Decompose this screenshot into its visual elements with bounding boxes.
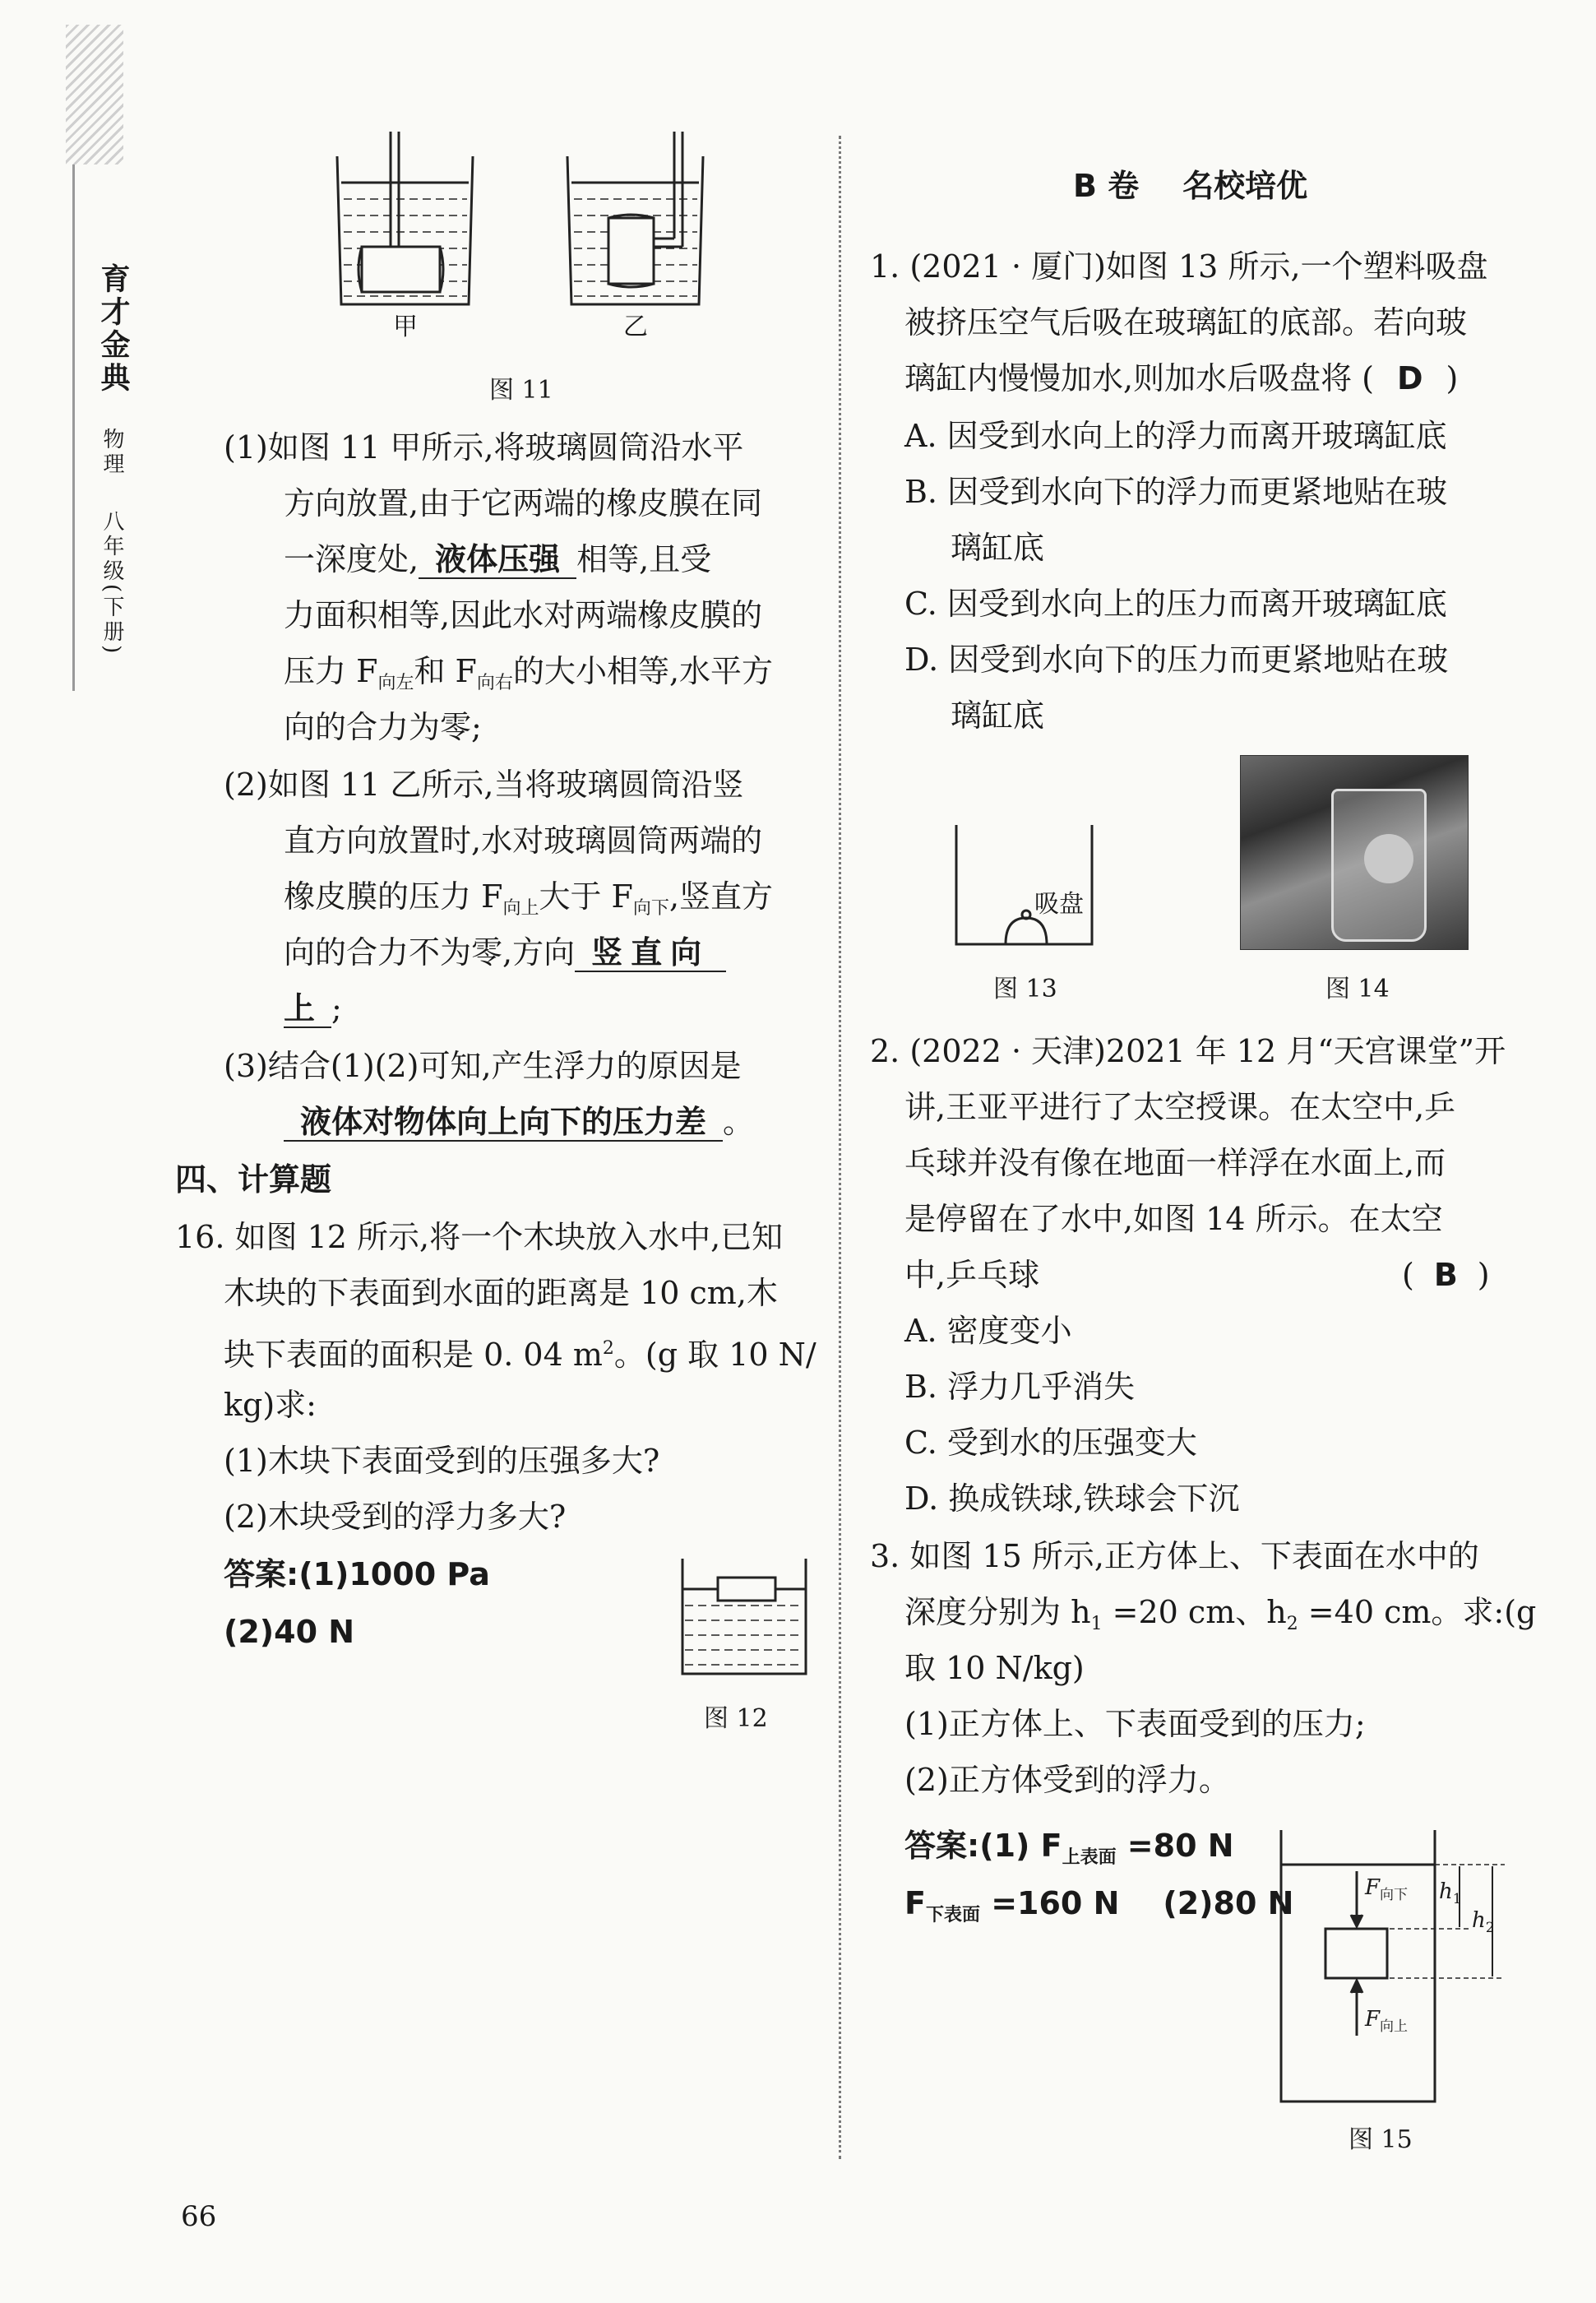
- r-q3-line3: 取 10 N/kg): [904, 1650, 1085, 1686]
- q16-line2: 木块的下表面到水面的距离是 10 cm,木: [224, 1275, 778, 1311]
- q15-3-line1: (3)结合(1)(2)可知,产生浮力的原因是: [224, 1048, 742, 1084]
- q15-1-line6: 向的合力为零;: [284, 709, 482, 745]
- fig14-caption: 图 14: [1325, 975, 1390, 1003]
- side-hatch-decoration: [66, 25, 123, 164]
- r-q3-line4: (1)正方体上、下表面受到的压力;: [904, 1706, 1366, 1742]
- subject-label: 物理: [99, 428, 124, 477]
- fig15-force-up: $F_{向上}$: [1365, 2007, 1409, 2035]
- q16-answer1: 答案:(1)1000 Pa: [224, 1556, 490, 1592]
- beaker-yi: [567, 132, 703, 304]
- answer-blank: 竖直向: [575, 934, 726, 972]
- r-q3-line2: 深度分别为 $h_1 =20$ cm、$h_2 =40$ cm。求:(g: [904, 1594, 1537, 1634]
- r-q2-choice: ( B ): [1402, 1257, 1490, 1293]
- q15-1-line3: 一深度处, 液体压强 相等,且受: [284, 541, 712, 577]
- fig11-label-yi: 乙: [623, 313, 648, 341]
- fig15-h2: $h_2$: [1472, 1908, 1495, 1936]
- r-q2-line3: 乓球并没有像在地面一样浮在水面上,而: [904, 1145, 1446, 1181]
- fig11-caption: 图 11: [489, 376, 553, 405]
- r-q1-option-d2: 璃缸底: [951, 697, 1045, 734]
- figure-12: [678, 1555, 810, 1678]
- r-q1-option-b1: B. 因受到水向下的浮力而更紧地贴在玻: [904, 474, 1448, 510]
- r-q2-option-a: A. 密度变小: [904, 1313, 1072, 1349]
- r-q2-option-c: C. 受到水的压强变大: [904, 1425, 1197, 1461]
- r-q2-line4: 是停留在了水中,如图 14 所示。在太空: [904, 1201, 1443, 1237]
- q15-2-line4: 向的合力不为零,方向 竖直向: [284, 924, 726, 980]
- q15-1-line2: 方向放置,由于它两端的橡皮膜在同: [284, 485, 763, 521]
- r-q1-option-a: A. 因受到水向上的浮力而离开玻璃缸底: [904, 418, 1447, 454]
- r-q1-line1: 1. (2021 · 厦门)如图 13 所示,一个塑料吸盘: [870, 248, 1488, 285]
- choice-answer: D: [1397, 360, 1423, 396]
- fig11-label-jia: 甲: [393, 313, 418, 341]
- answer-blank: 液体压强: [419, 541, 576, 579]
- fig15-h1: $h_1$: [1439, 1879, 1462, 1907]
- q16-line5: (1)木块下表面受到的压强多大?: [224, 1443, 660, 1479]
- figure-15: [1274, 1830, 1538, 2110]
- fig15-force-down: $F_{向下}$: [1365, 1875, 1409, 1903]
- r-q3-answer2: $F_{下表面} =160$ N (2)80 N: [904, 1885, 1294, 1925]
- choice-answer: B: [1433, 1257, 1458, 1293]
- q15-1-line4: 力面积相等,因此水对两端橡皮膜的: [284, 597, 763, 633]
- ping-pong-ball: [1364, 834, 1413, 883]
- r-q3-answer1: 答案:(1) $F_{上表面} =80$ N: [904, 1828, 1234, 1868]
- figure-11: [321, 132, 748, 345]
- fig13-label: 吸盘: [1034, 890, 1084, 919]
- r-q2-line1: 2. (2022 · 天津)2021 年 12 月“天宫课堂”开: [870, 1033, 1506, 1069]
- q15-2-line3: 橡皮膜的压力 $F_{向上}$大于 $F_{向下}$,竖直方: [284, 878, 774, 919]
- section-heading: 四、计算题: [175, 1161, 332, 1198]
- q16-line3: 块下表面的面积是 0. 04 $m^2$。(g 取 10 N/: [224, 1337, 817, 1373]
- r-q2-option-d: D. 换成铁球,铁球会下沉: [904, 1480, 1240, 1517]
- r-q3-line5: (2)正方体受到的浮力。: [904, 1762, 1230, 1798]
- answer-blank: 液体对物体向上向下的压力差: [284, 1104, 723, 1142]
- r-q1-option-b2: 璃缸底: [951, 530, 1045, 566]
- figure-14-photo: [1240, 755, 1469, 950]
- r-q1-option-d1: D. 因受到水向下的压力而更紧地贴在玻: [904, 642, 1449, 678]
- fig15-caption: 图 15: [1349, 2125, 1413, 2154]
- figure-13: [952, 821, 1100, 952]
- r-q1-option-c: C. 因受到水向上的压力而离开玻璃缸底: [904, 586, 1447, 622]
- fig12-caption: 图 12: [704, 1704, 768, 1733]
- fig13-caption: 图 13: [993, 975, 1057, 1003]
- q15-2-line5: 上 ;: [284, 990, 342, 1026]
- page-number: 66: [181, 2200, 217, 2233]
- beaker-jia: [337, 132, 473, 304]
- section-title: B 卷 名校培优: [1073, 168, 1308, 204]
- q16-answer2: (2)40 N: [224, 1614, 355, 1650]
- r-q2-line5: 中,乒乓球: [904, 1257, 1040, 1293]
- q15-1-line1: (1)如图 11 甲所示,将玻璃圆筒沿水平: [224, 429, 744, 466]
- answer-blank: 上: [284, 990, 331, 1028]
- q16-line1: 16. 如图 12 所示,将一个木块放入水中,已知: [175, 1219, 784, 1255]
- q15-1-line5: 压力 $F_{向左}$和 $F_{向右}$的大小相等,水平方: [284, 653, 774, 693]
- q16-line6: (2)木块受到的浮力多大?: [224, 1499, 567, 1535]
- r-q1-line3: 璃缸内慢慢加水,则加水后吸盘将 ( D ): [904, 360, 1459, 396]
- grade-label: 八年级(下册): [99, 510, 124, 657]
- q16-line4: kg)求:: [224, 1387, 317, 1423]
- r-q1-line2: 被挤压空气后吸在玻璃缸的底部。若向玻: [904, 304, 1468, 341]
- column-divider: [839, 136, 841, 2159]
- q15-2-line2: 直方向放置时,水对玻璃圆筒两端的: [284, 822, 763, 859]
- q15-2-line1: (2)如图 11 乙所示,当将玻璃圆筒沿竖: [224, 767, 744, 803]
- r-q2-line2: 讲,王亚平进行了太空授课。在太空中,乒: [904, 1089, 1456, 1125]
- series-name: 育才金典: [96, 263, 130, 395]
- side-rule: [72, 164, 75, 691]
- r-q3-line1: 3. 如图 15 所示,正方体上、下表面在水中的: [870, 1538, 1479, 1574]
- q15-3-line2: 液体对物体向上向下的压力差 。: [284, 1094, 754, 1150]
- r-q2-option-b: B. 浮力几乎消失: [904, 1369, 1136, 1405]
